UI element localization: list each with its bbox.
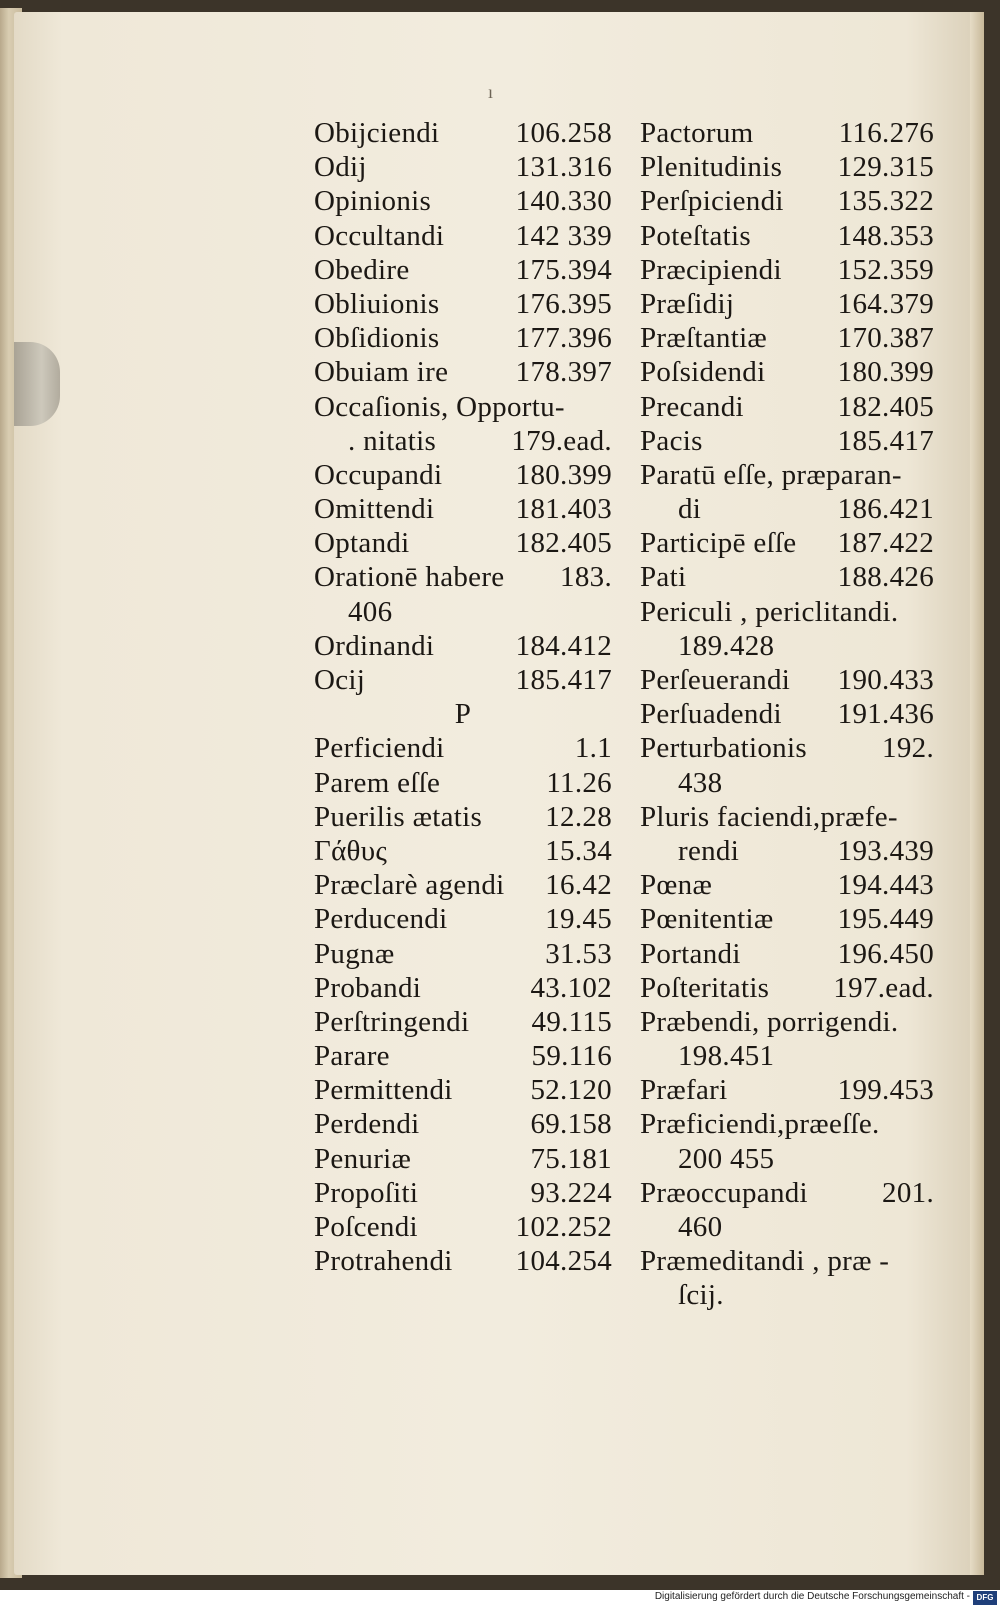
- entry-term: 406: [348, 595, 393, 628]
- entry-term: 189.428: [678, 629, 775, 662]
- entry-page-ref: 15.34: [545, 834, 612, 867]
- entry-page-ref: 129.315: [837, 151, 934, 184]
- entry-page-ref: 75.181: [530, 1142, 612, 1175]
- entry-page-ref: 178.397: [515, 356, 612, 389]
- index-entry: [640, 1210, 934, 1244]
- index-entry: [640, 116, 934, 150]
- index-entry: [314, 253, 612, 287]
- entry-term: 198.451: [678, 1040, 775, 1073]
- entry-page-ref: 11.26: [546, 766, 612, 799]
- index-entry: [640, 219, 934, 253]
- entry-page-ref: 43.102: [530, 971, 612, 1004]
- index-entry: [640, 697, 934, 731]
- index-entry: [314, 629, 612, 663]
- entry-page-ref: 182.405: [837, 390, 934, 423]
- entry-term: Obliuionis: [314, 287, 440, 320]
- index-entry: [640, 1107, 934, 1141]
- entry-term: Protrahendi: [314, 1245, 453, 1278]
- index-entry: [640, 731, 934, 765]
- index-entry: [314, 219, 612, 253]
- entry-term: di: [678, 493, 702, 526]
- right-column: [640, 116, 934, 1313]
- index-entry: [640, 424, 934, 458]
- entry-term: Puerilis ætatis: [314, 800, 483, 833]
- entry-term: Optandi: [314, 527, 410, 560]
- entry-term: Præſidij: [640, 287, 735, 320]
- entry-page-ref: 49.115: [531, 1005, 612, 1038]
- entry-page-ref: 175.394: [515, 253, 612, 286]
- index-entry: [314, 560, 612, 594]
- entry-page-ref: 140.330: [515, 185, 612, 218]
- entry-page-ref: 182.405: [515, 527, 612, 560]
- index-entry: [640, 390, 934, 424]
- entry-page-ref: 199.453: [837, 1074, 934, 1107]
- entry-term: Paratū eſſe, præparan-: [640, 458, 902, 491]
- entry-term: Ocij: [314, 664, 366, 696]
- entry-term: Præbendi, porrigendi.: [640, 1005, 899, 1038]
- index-entry: [640, 560, 934, 594]
- index-entry: [314, 492, 612, 526]
- entry-page-ref: 196.450: [837, 937, 934, 970]
- index-entry: [314, 595, 612, 629]
- entry-term: Odij: [314, 151, 367, 184]
- entry-term: Præſtantiæ: [640, 322, 768, 355]
- entry-page-ref: 102.252: [515, 1211, 612, 1243]
- entry-page-ref: 180.399: [837, 356, 934, 389]
- entry-term: Precandi: [640, 390, 744, 423]
- entry-page-ref: 164.379: [837, 287, 934, 320]
- index-entry: [314, 971, 612, 1005]
- index-entry: [314, 800, 612, 834]
- entry-page-ref: 12.28: [545, 800, 612, 833]
- entry-term: Occultandi: [314, 219, 445, 252]
- entry-term: Pœnæ: [640, 869, 713, 902]
- index-entry: [314, 697, 612, 731]
- entry-term: Penuriæ: [314, 1142, 412, 1175]
- entry-page-ref: 52.120: [530, 1074, 612, 1107]
- entry-term: Obijciendi: [314, 117, 440, 149]
- entry-term: Permittendi: [314, 1074, 453, 1107]
- entry-page-ref: 197.ead.: [833, 971, 934, 1004]
- index-entry: [640, 834, 934, 868]
- index-entry: [640, 663, 934, 697]
- entry-page-ref: 106.258: [515, 117, 612, 149]
- entry-page-ref: 186.421: [837, 493, 934, 526]
- index-entry: [314, 287, 612, 321]
- index-entry: [314, 766, 612, 800]
- index-entry: [314, 150, 612, 184]
- entry-page-ref: 135.322: [837, 185, 934, 218]
- entry-term: Plenitudinis: [640, 151, 783, 184]
- entry-term: Præficiendi,præeſſe.: [640, 1108, 880, 1141]
- index-entry: [640, 1244, 934, 1278]
- entry-page-ref: 1.1: [574, 732, 612, 765]
- entry-term: Poſteritatis: [640, 971, 770, 1004]
- entry-term: Præcipiendi: [640, 253, 782, 286]
- entry-term: Poteſtatis: [640, 219, 751, 252]
- entry-page-ref: 142 339: [515, 219, 612, 252]
- entry-page-ref: 192.: [882, 732, 934, 765]
- entry-term: Γάθυς: [314, 834, 388, 867]
- index-entry: [640, 355, 934, 389]
- entry-page-ref: 152.359: [837, 253, 934, 286]
- entry-term: Participē eſſe: [640, 527, 797, 560]
- entry-term: Parem eſſe: [314, 766, 441, 799]
- entry-page-ref: 104.254: [515, 1245, 612, 1278]
- index-entry: [640, 1278, 934, 1312]
- index-entry: [640, 629, 934, 663]
- entry-term: Obedire: [314, 253, 410, 286]
- index-entry: [314, 937, 612, 971]
- entry-term: Opinionis: [314, 185, 432, 218]
- entry-term: ſcij.: [678, 1279, 724, 1312]
- index-entry: [640, 184, 934, 218]
- index-entry: [314, 1005, 612, 1039]
- entry-term: Occaſionis, Opportu-: [314, 390, 565, 423]
- entry-page-ref: 180.399: [515, 458, 612, 491]
- entry-page-ref: 16.42: [545, 869, 612, 902]
- index-entry: [314, 1107, 612, 1141]
- entry-term: Præfari: [640, 1074, 728, 1107]
- entry-page-ref: 185.417: [515, 664, 612, 696]
- entry-page-ref: 176.395: [515, 287, 612, 320]
- index-entry: [640, 766, 934, 800]
- footer-credit: Digitalisierung gefördert durch die Deutsche Forschungsgemeinschaft -: [654, 1591, 970, 1602]
- entry-page-ref: 194.443: [837, 869, 934, 902]
- index-entry: [640, 595, 934, 629]
- index-entry: [640, 1176, 934, 1210]
- entry-page-ref: 179.ead.: [511, 424, 612, 457]
- index-entry: [640, 526, 934, 560]
- index-entry: [640, 1039, 934, 1073]
- entry-page-ref: 177.396: [515, 322, 612, 355]
- index-entry: [640, 492, 934, 526]
- index-entry: [640, 868, 934, 902]
- entry-term: Perſuadendi: [640, 698, 782, 731]
- entry-page-ref: 181.403: [515, 493, 612, 526]
- index-entry: [314, 1176, 612, 1210]
- entry-term: Pugnæ: [314, 937, 395, 970]
- entry-term: Præmeditandi , præ -: [640, 1245, 890, 1278]
- footer-bar: [0, 1590, 1000, 1607]
- entry-page-ref: 188.426: [837, 561, 934, 594]
- entry-term: Obuiam ire: [314, 356, 449, 389]
- index-entry: [314, 834, 612, 868]
- index-entry: [314, 355, 612, 389]
- index-entry: [640, 1073, 934, 1107]
- entry-page-ref: 19.45: [545, 903, 612, 936]
- index-entry: [314, 321, 612, 355]
- entry-page-ref: 148.353: [837, 219, 934, 252]
- entry-page-ref: 116.276: [838, 117, 934, 149]
- entry-page-ref: 31.53: [545, 937, 612, 970]
- entry-term: Occupandi: [314, 458, 443, 491]
- index-entry: [640, 971, 934, 1005]
- entry-term: Perdendi: [314, 1108, 420, 1141]
- index-entry: [640, 800, 934, 834]
- entry-page-ref: 183.: [560, 561, 612, 594]
- index-entry: [314, 902, 612, 936]
- entry-term: Perducendi: [314, 903, 448, 936]
- index-entry: [640, 287, 934, 321]
- entry-page-ref: 69.158: [530, 1108, 612, 1141]
- index-entry: [314, 184, 612, 218]
- index-entry: [314, 1210, 612, 1244]
- index-entry: [640, 937, 934, 971]
- left-column: [314, 116, 612, 1278]
- entry-page-ref: 187.422: [837, 527, 934, 560]
- index-entry: [640, 253, 934, 287]
- entry-page-ref: 93.224: [530, 1176, 612, 1209]
- entry-term: 438: [678, 766, 723, 799]
- index-entry: [640, 150, 934, 184]
- entry-term: Perſeuerandi: [640, 664, 791, 696]
- entry-term: Propoſiti: [314, 1176, 419, 1209]
- book-page: [14, 12, 984, 1575]
- index-entry: [314, 663, 612, 697]
- index-entry: [314, 458, 612, 492]
- entry-term: Perſpiciendi: [640, 185, 784, 218]
- entry-term: Poſsidendi: [640, 356, 766, 389]
- index-entry: [314, 526, 612, 560]
- entry-term: 460: [678, 1211, 723, 1243]
- entry-term: 200 455: [678, 1142, 775, 1175]
- entry-page-ref: 193.439: [837, 834, 934, 867]
- entry-term: Portandi: [640, 937, 741, 970]
- entry-term: Periculi , periclitandi.: [640, 595, 899, 628]
- index-entry: [314, 390, 612, 424]
- entry-term: Obſidionis: [314, 322, 440, 355]
- entry-page-ref: 59.116: [531, 1040, 612, 1073]
- index-entry: [314, 1142, 612, 1176]
- top-mark: ı: [488, 82, 494, 102]
- entry-term: P: [454, 698, 472, 731]
- entry-page-ref: 131.316: [515, 151, 612, 184]
- entry-term: Pœnitentiæ: [640, 903, 774, 936]
- entry-term: Ordinandi: [314, 629, 435, 662]
- page-clip: [14, 342, 60, 426]
- entry-term: Probandi: [314, 971, 422, 1004]
- page-edge: [970, 12, 984, 1575]
- entry-term: Perſtringendi: [314, 1005, 470, 1038]
- entry-term: . nitatis: [348, 424, 437, 457]
- index-entry: [314, 1244, 612, 1278]
- entry-term: rendi: [678, 834, 740, 867]
- entry-term: Parare: [314, 1040, 390, 1073]
- entry-term: Præclarè agendi: [314, 869, 505, 902]
- index-entry: [640, 321, 934, 355]
- index-entry: [314, 868, 612, 902]
- index-entry: [314, 116, 612, 150]
- index-entry: [640, 1005, 934, 1039]
- dfg-logo: DFG: [973, 1591, 997, 1605]
- index-entry: [640, 1142, 934, 1176]
- entry-page-ref: 191.436: [837, 698, 934, 731]
- index-entry: [314, 1073, 612, 1107]
- entry-page-ref: 184.412: [515, 629, 612, 662]
- index-entry: [314, 424, 612, 458]
- entry-page-ref: 195.449: [837, 903, 934, 936]
- entry-term: Pati: [640, 561, 687, 594]
- entry-term: Præoccupandi: [640, 1176, 808, 1209]
- entry-page-ref: 190.433: [837, 664, 934, 696]
- entry-term: Orationē habere: [314, 561, 505, 594]
- entry-term: Perturbationis: [640, 732, 807, 765]
- entry-term: Perficiendi: [314, 732, 445, 765]
- index-entry: [314, 731, 612, 765]
- entry-page-ref: 185.417: [837, 424, 934, 457]
- entry-term: Poſcendi: [314, 1211, 418, 1243]
- index-entry: [640, 458, 934, 492]
- entry-term: Pluris faciendi,præfe-: [640, 800, 898, 833]
- index-entry: [640, 902, 934, 936]
- entry-term: Omittendi: [314, 493, 435, 526]
- index-entry: [314, 1039, 612, 1073]
- entry-page-ref: 170.387: [837, 322, 934, 355]
- entry-term: Pactorum: [640, 117, 754, 149]
- entry-term: Pacis: [640, 424, 703, 457]
- entry-page-ref: 201.: [882, 1176, 934, 1209]
